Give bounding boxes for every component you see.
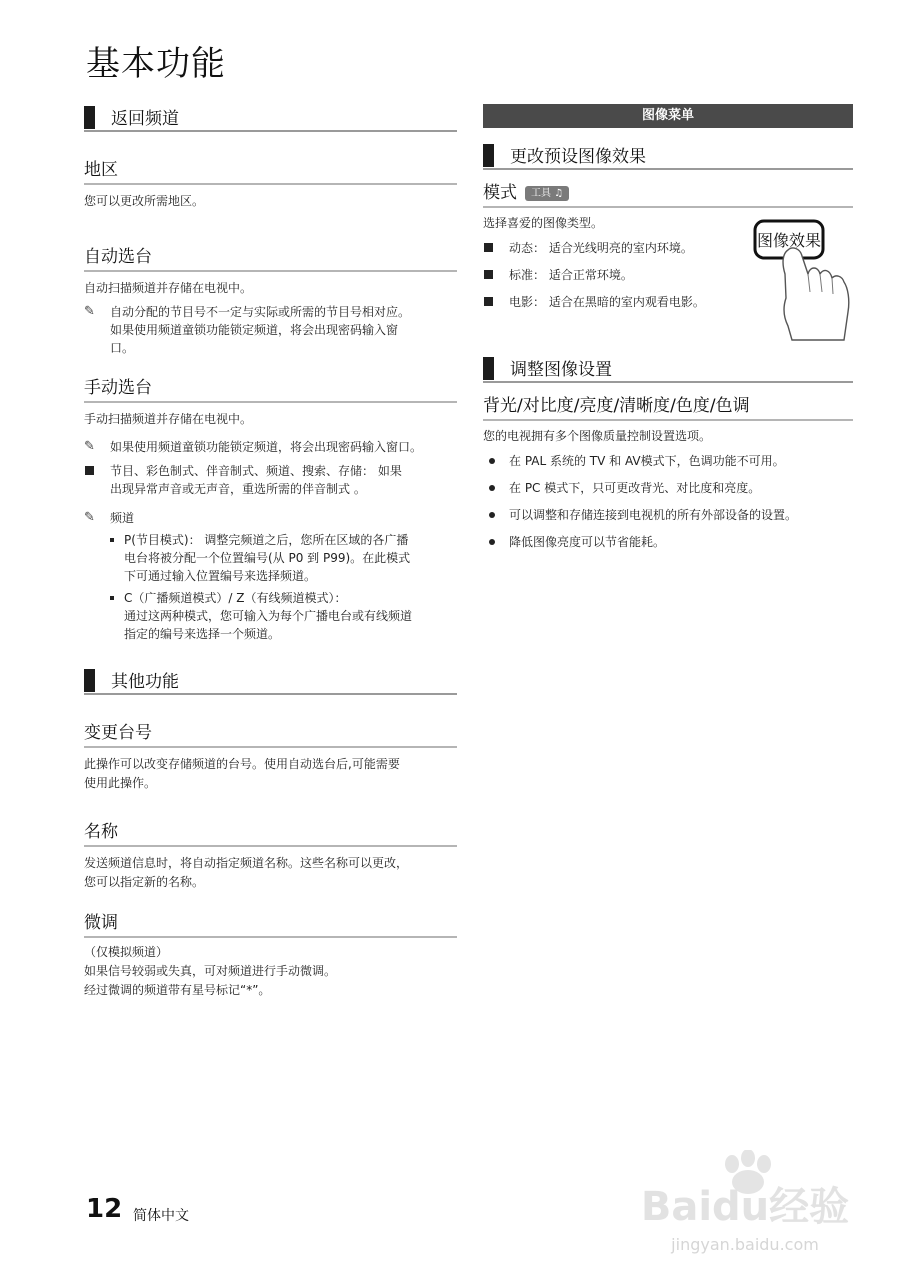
auto-tune-note bbox=[84, 303, 457, 357]
item-line: 标准： 适合正常环境。 bbox=[509, 268, 633, 282]
section-header-change-preset bbox=[483, 138, 853, 170]
manual-tune-text: 手动扫描频道并存储在电视中。 bbox=[84, 412, 253, 426]
text-line: 此操作可以改变存储频道的台号。使用自动选台后,可能需要 bbox=[84, 757, 400, 771]
footer-language: 简体中文 bbox=[133, 1208, 189, 1224]
section-header-other-functions bbox=[84, 663, 457, 695]
backlight-item bbox=[483, 479, 853, 497]
remote-button-label: 图像效果 bbox=[756, 231, 822, 250]
section-title: 更改预设图像效果 bbox=[510, 147, 646, 167]
small-square-bullet-icon bbox=[110, 596, 114, 600]
picture-effect-button-hand-illustration bbox=[752, 218, 852, 343]
backlight-item bbox=[483, 506, 853, 524]
watermark-url: jingyan.baidu.com bbox=[671, 1235, 819, 1254]
section-header-return-channel bbox=[84, 100, 457, 132]
item-line: 通过这两种模式，您可输入为每个广播电台或有线频道 bbox=[124, 609, 413, 623]
item-line: 电台将被分配一个位置编号(从 P0 到 P99)。在此模式 bbox=[124, 551, 411, 565]
manual-tune-item bbox=[84, 462, 457, 498]
page-title: 基本功能 bbox=[86, 44, 226, 84]
subheading-backlight: 背光/对比度/亮度/清晰度/色度/色调 bbox=[483, 395, 853, 421]
manual-tune-note bbox=[84, 438, 457, 456]
watermark-brand: Baidu经验 bbox=[640, 1184, 850, 1230]
text-line: （仅模拟频道） bbox=[84, 945, 169, 959]
tools-music-icon: ♫ bbox=[554, 187, 564, 199]
subheading-name: 名称 bbox=[84, 821, 457, 847]
item-line: 在 PC 模式下，只可更改背光、对比度和亮度。 bbox=[509, 481, 761, 495]
note-line: 如果使用频道童锁功能锁定频道，将会出现密码输入窗口。 bbox=[110, 440, 423, 454]
dot-bullet-icon bbox=[489, 458, 495, 464]
item-line: 电影： 适合在黑暗的室内观看电影。 bbox=[509, 295, 705, 309]
baidu-jingyan-watermark bbox=[640, 1150, 850, 1260]
square-bullet-icon bbox=[484, 297, 493, 306]
section-marker bbox=[84, 106, 95, 129]
channel-p-mode bbox=[84, 531, 457, 585]
square-bullet-icon bbox=[85, 466, 94, 475]
item-line: 节目、彩色制式、伴音制式、频道、搜索、存储： 如果 bbox=[110, 464, 402, 478]
item-line: 可以调整和存储连接到电视机的所有外部设备的设置。 bbox=[509, 508, 798, 522]
note-line: 口。 bbox=[110, 341, 135, 355]
hand-icon bbox=[783, 248, 849, 340]
backlight-item bbox=[483, 452, 853, 470]
note-pencil-icon: ✎ bbox=[84, 439, 95, 454]
change-number-text bbox=[84, 755, 457, 793]
channel-note bbox=[84, 509, 457, 527]
backlight-item bbox=[483, 533, 853, 551]
item-line: C（广播频道模式）/ Z（有线频道模式）： bbox=[124, 591, 347, 605]
channel-label: 频道 bbox=[110, 511, 135, 525]
text-line: 发送频道信息时，将自动指定频道名称。这些名称可以更改， bbox=[84, 856, 409, 870]
section-marker bbox=[483, 144, 494, 167]
mode-title: 模式 bbox=[483, 183, 517, 203]
small-square-bullet-icon bbox=[110, 538, 114, 542]
note-line: 如果使用频道童锁功能锁定频道，将会出现密码输入窗 bbox=[110, 323, 399, 337]
dot-bullet-icon bbox=[489, 539, 495, 545]
item-line: 下可通过输入位置编号来选择频道。 bbox=[124, 569, 317, 583]
region-text: 您可以更改所需地区。 bbox=[84, 194, 205, 208]
subheading-change-number: 变更台号 bbox=[84, 722, 457, 748]
note-line: 自动分配的节目号不一定与实际或所需的节目号相对应。 bbox=[110, 305, 411, 319]
page-number: 12 bbox=[86, 1194, 123, 1224]
subheading-mode bbox=[483, 182, 853, 208]
dot-bullet-icon bbox=[489, 512, 495, 518]
item-line: 降低图像亮度可以节省能耗。 bbox=[509, 535, 666, 549]
section-title: 返回频道 bbox=[111, 109, 179, 129]
subheading-region: 地区 bbox=[84, 159, 457, 185]
tools-tag bbox=[525, 186, 569, 201]
square-bullet-icon bbox=[484, 243, 493, 252]
left-column bbox=[84, 100, 457, 1000]
name-text bbox=[84, 854, 457, 892]
picture-menu-banner: 图像菜单 bbox=[483, 104, 853, 128]
item-line: P(节目模式)： 调整完频道之后，您所在区域的各广播 bbox=[124, 533, 409, 547]
tools-tag-label: 工具 bbox=[531, 187, 551, 199]
section-marker bbox=[84, 669, 95, 692]
subheading-manual-tune: 手动选台 bbox=[84, 377, 457, 403]
item-line: 动态： 适合光线明亮的室内环境。 bbox=[509, 241, 693, 255]
square-bullet-icon bbox=[484, 270, 493, 279]
item-line: 在 PAL 系统的 TV 和 AV模式下，色调功能不可用。 bbox=[509, 454, 785, 468]
section-header-adjust-picture bbox=[483, 351, 853, 383]
backlight-text: 您的电视拥有多个图像质量控制设置选项。 bbox=[483, 429, 712, 443]
mode-text: 选择喜爱的图像类型。 bbox=[483, 216, 604, 230]
subheading-fine-tune: 微调 bbox=[84, 912, 457, 938]
text-line: 如果信号较弱或失真，可对频道进行手动微调。 bbox=[84, 964, 337, 978]
fine-tune-text bbox=[84, 943, 457, 1000]
dot-bullet-icon bbox=[489, 485, 495, 491]
text-line: 使用此操作。 bbox=[84, 776, 157, 790]
auto-tune-text: 自动扫描频道并存储在电视中。 bbox=[84, 281, 253, 295]
subheading-auto-tune: 自动选台 bbox=[84, 246, 457, 272]
note-pencil-icon: ✎ bbox=[84, 510, 95, 525]
item-line: 出现异常声音或无声音，重选所需的伴音制式 。 bbox=[110, 482, 366, 496]
text-line: 您可以指定新的名称。 bbox=[84, 875, 205, 889]
item-line: 指定的编号来选择一个频道。 bbox=[124, 627, 281, 641]
note-pencil-icon: ✎ bbox=[84, 304, 95, 319]
section-title: 调整图像设置 bbox=[510, 360, 612, 380]
section-title: 其他功能 bbox=[111, 672, 179, 692]
text-line: 经过微调的频道带有星号标记“*”。 bbox=[84, 983, 271, 997]
channel-c-mode bbox=[84, 589, 457, 643]
section-marker bbox=[483, 357, 494, 380]
